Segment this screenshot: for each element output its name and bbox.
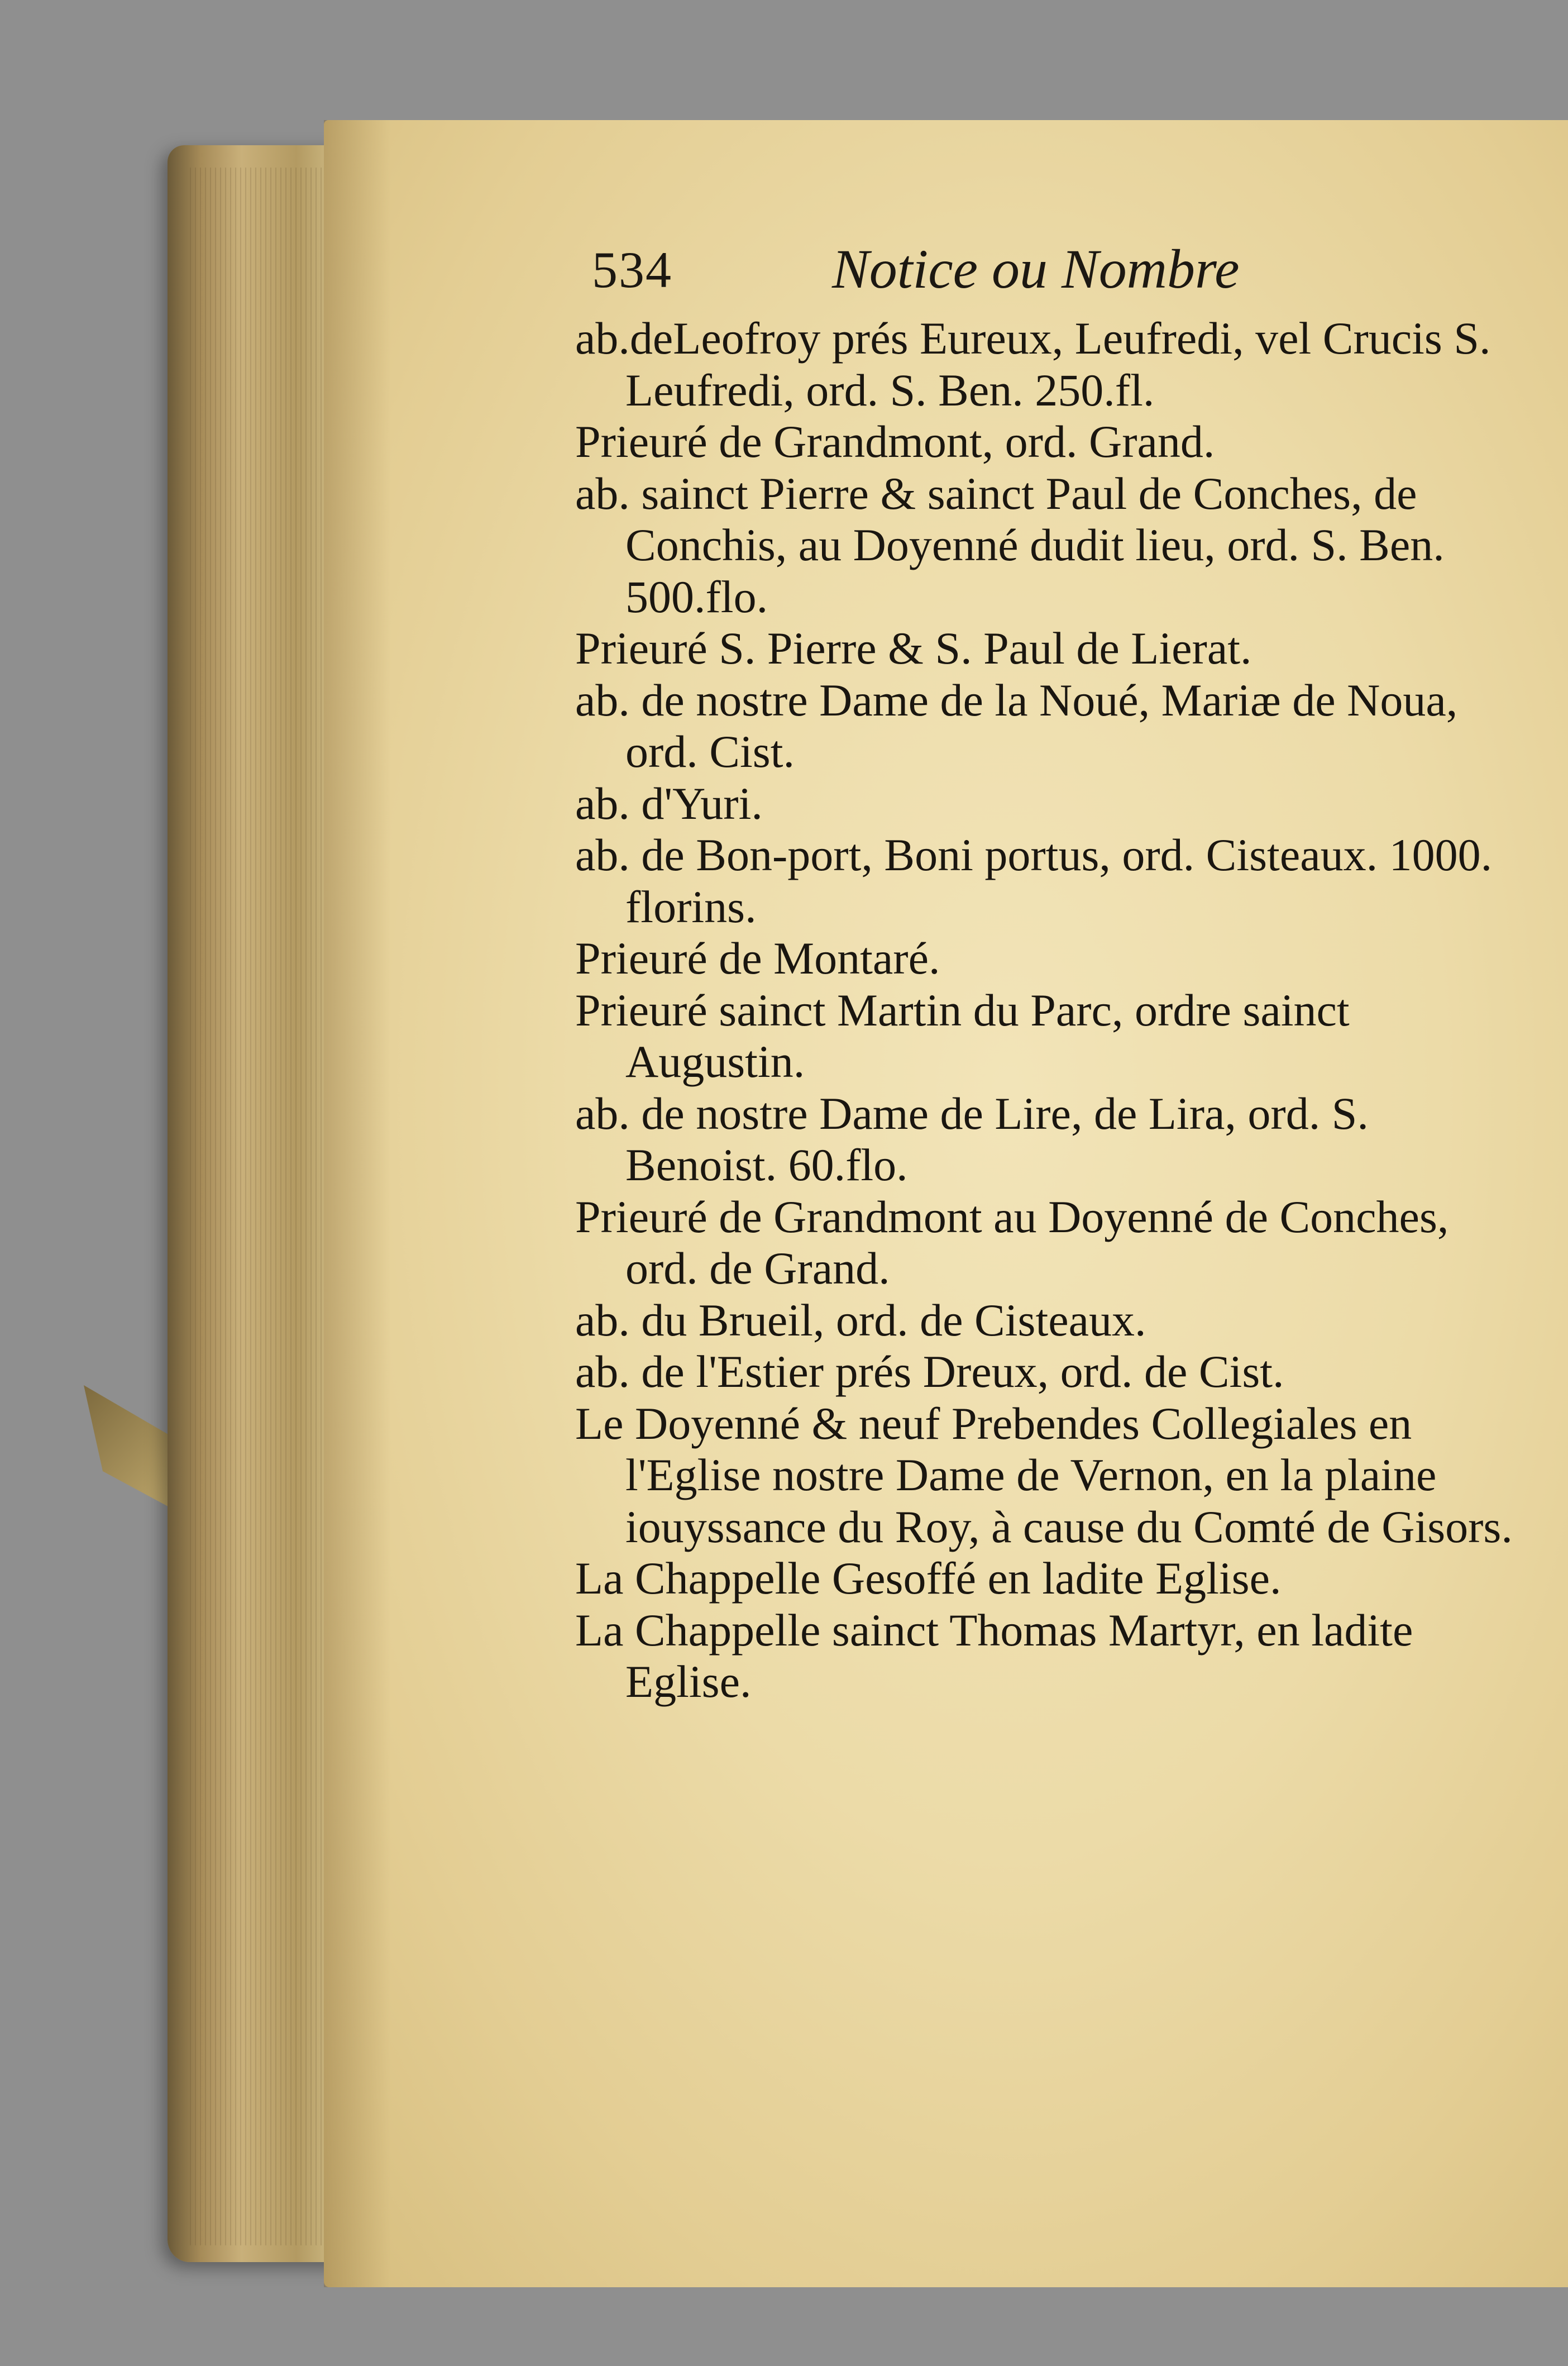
entry-brueil: ab. du Brueil, ord. de Cisteaux. bbox=[575, 1294, 1146, 1346]
entry-grandmont-conches: Prieuré de Grandmont au Doyenné de Conches, ord. de Grand. bbox=[575, 1191, 1449, 1294]
entry-bon-port: ab. de Bon-port, Boni portus, ord. Cisteaux. 1000. florins. bbox=[575, 829, 1493, 932]
gutter-shadow bbox=[324, 120, 391, 2287]
page-edge-lines bbox=[190, 168, 335, 2245]
entry-vernon: Le Doyenné & neuf Prebendes Collegiales en l'Eglise nostre Dame de Vernon, en la plaine iouyssance du Roy, à cause du Comté de Gisors. bbox=[575, 1397, 1513, 1552]
bookmark-ribbon bbox=[84, 1385, 179, 1508]
entry-thomas-martyr: La Chappelle sainct Thomas Martyr, en ladite Eglise. bbox=[575, 1604, 1413, 1707]
entry-conches: ab. sainct Pierre & sainct Paul de Conches, de Conchis, au Doyenné dudit lieu, ord. S. Ben. 500.flo. bbox=[575, 468, 1445, 622]
page-header bbox=[592, 240, 1485, 307]
entry-estier: ab. de l'Estier prés Dreux, ord. de Cist. bbox=[575, 1346, 1284, 1397]
running-title: Notice ou Nombre bbox=[832, 238, 1240, 300]
page-number: 534 bbox=[592, 241, 672, 298]
entry-lire: ab. de nostre Dame de Lire, de Lira, ord. S. Benoist. 60.flo. bbox=[575, 1087, 1369, 1190]
entry-martin-du-parc: Prieuré sainct Martin du Parc, ordre sainct Augustin. bbox=[575, 984, 1350, 1087]
entry-gesoffe: La Chappelle Gesoffé en ladite Eglise. bbox=[575, 1553, 1282, 1604]
entry-lierat: Prieuré S. Pierre & S. Paul de Lierat. bbox=[575, 623, 1252, 674]
entry-yuri: ab. d'Yuri. bbox=[575, 777, 763, 829]
text-block bbox=[575, 313, 1513, 1708]
entry-grandmont: Prieuré de Grandmont, ord. Grand. bbox=[575, 416, 1215, 467]
entry-montare: Prieuré de Montaré. bbox=[575, 933, 940, 984]
entry-leofroy: ab.deLeofroy prés Eureux, Leufredi, vel Crucis S. Leufredi, ord. S. Ben. 250.fl. bbox=[575, 313, 1491, 416]
entry-noue: ab. de nostre Dame de la Noué, Mariæ de Noua, ord. Cist. bbox=[575, 674, 1458, 777]
